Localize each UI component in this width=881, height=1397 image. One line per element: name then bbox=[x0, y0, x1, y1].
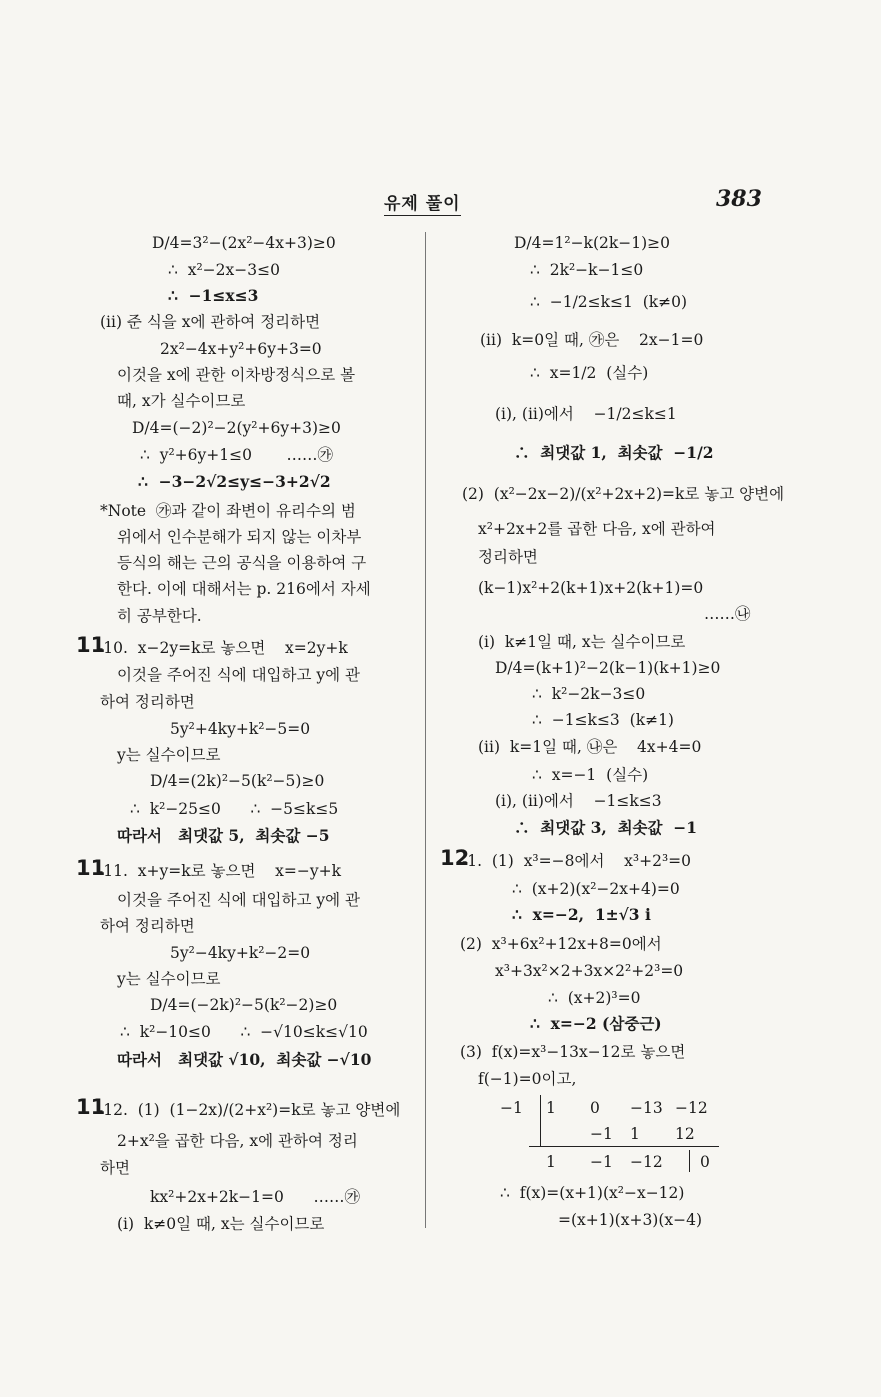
text-line: ∴ x=1/2 (실수) bbox=[530, 364, 649, 382]
text-line: ∴ 2k²−k−1≤0 bbox=[530, 261, 644, 279]
text-line: ∴ −3−2√2≤y≤−3+2√2 bbox=[138, 472, 331, 491]
text-line: (i), (ii)에서 −1≤k≤3 bbox=[495, 792, 662, 810]
text-line: D/4=3²−(2x²−4x+3)≥0 bbox=[152, 234, 336, 252]
text-line: 하여 정리하면 bbox=[100, 917, 195, 935]
result-cell: 1 bbox=[546, 1153, 556, 1171]
text-line: 하면 bbox=[100, 1159, 130, 1177]
page-number: 383 bbox=[716, 186, 762, 212]
text-line: 따라서 최댓값 5, 최솟값 −5 bbox=[117, 826, 330, 845]
text-line: (ii) k=0일 때, ㉮은 2x−1=0 bbox=[480, 331, 704, 349]
coefficient-cell: −13 bbox=[630, 1099, 663, 1117]
text-line: D/4=(k+1)²−2(k−1)(k+1)≥0 bbox=[495, 659, 721, 677]
text-line: 따라서 최댓값 √10, 최솟값 −√10 bbox=[117, 1050, 372, 1069]
remainder-box bbox=[689, 1150, 690, 1172]
text-line: *Note ㉮과 같이 좌변이 유리수의 범 bbox=[100, 502, 356, 520]
text-line: ∴ 최댓값 1, 최솟값 −1/2 bbox=[514, 443, 714, 462]
text-line: ∴ 최댓값 3, 최솟값 −1 bbox=[514, 818, 698, 837]
text-line: f(−1)=0이고, bbox=[478, 1070, 577, 1088]
text-line: (i) k≠0일 때, x는 실수이므로 bbox=[117, 1215, 325, 1233]
text-line: 5y²−4ky+k²−2=0 bbox=[170, 944, 311, 962]
text-line: ∴ k²−2k−3≤0 bbox=[532, 685, 646, 703]
text-line: (2) (x²−2x−2)/(x²+2x+2)=k로 놓고 양변에 bbox=[462, 485, 785, 503]
text-line: 2x²−4x+y²+6y+3=0 bbox=[160, 340, 322, 358]
text-line: -12. (1) (1−2x)/(2+x²)=k로 놓고 양변에 bbox=[98, 1101, 401, 1119]
text-line: 정리하면 bbox=[478, 548, 538, 566]
result-cell: 0 bbox=[700, 1153, 710, 1171]
section-title: 유제 풀이 bbox=[384, 189, 461, 216]
result-cell: −12 bbox=[630, 1153, 663, 1171]
text-line: ∴ f(x)=(x+1)(x²−x−12) bbox=[500, 1184, 685, 1202]
text-line: (i), (ii)에서 −1/2≤k≤1 bbox=[495, 405, 677, 423]
text-line: x²+2x+2를 곱한 다음, x에 관하여 bbox=[478, 520, 716, 538]
text-line: -11. x+y=k로 놓으면 x=−y+k bbox=[98, 862, 341, 880]
text-line: (3) f(x)=x³−13x−12로 놓으면 bbox=[460, 1043, 686, 1061]
division-rule bbox=[529, 1146, 719, 1147]
text-line: y는 실수이므로 bbox=[117, 970, 221, 988]
text-line: ∴ −1/2≤k≤1 (k≠0) bbox=[530, 293, 688, 311]
problem-number: 11 bbox=[76, 1095, 106, 1119]
text-line: 이것을 주어진 식에 대입하고 y에 관 bbox=[117, 666, 361, 684]
text-line: 2+x²을 곱한 다음, x에 관하여 정리 bbox=[117, 1132, 358, 1150]
product-cell: 12 bbox=[675, 1125, 695, 1143]
text-line: 하여 정리하면 bbox=[100, 693, 195, 711]
text-line: ∴ (x+2)(x²−2x+4)=0 bbox=[512, 880, 680, 898]
text-line: D/4=(−2k)²−5(k²−2)≥0 bbox=[150, 996, 338, 1014]
text-line: y는 실수이므로 bbox=[117, 746, 221, 764]
problem-number: 11 bbox=[76, 856, 106, 880]
text-line: D/4=(2k)²−5(k²−5)≥0 bbox=[150, 772, 325, 790]
text-line: (ii) 준 식을 x에 관하여 정리하면 bbox=[100, 313, 321, 331]
coefficient-cell: 1 bbox=[546, 1099, 556, 1117]
coefficient-cell: 0 bbox=[590, 1099, 600, 1117]
text-line: (2) x³+6x²+12x+8=0에서 bbox=[460, 935, 662, 953]
text-line: ∴ −1≤k≤3 (k≠1) bbox=[532, 711, 674, 729]
text-line: ∴ −1≤x≤3 bbox=[168, 286, 259, 305]
division-bar bbox=[540, 1095, 541, 1147]
text-line: ∴ x=−2 (삼중근) bbox=[530, 1014, 662, 1033]
text-line: 등식의 해는 근의 공식을 이용하여 구 bbox=[117, 554, 367, 572]
product-cell: 1 bbox=[630, 1125, 640, 1143]
text-line: kx²+2x+2k−1=0 ……㉮ bbox=[150, 1188, 360, 1206]
text-line: ∴ x=−1 (실수) bbox=[532, 766, 649, 784]
text-line: (i) k≠1일 때, x는 실수이므로 bbox=[478, 633, 686, 651]
text-line: 이것을 x에 관한 이차방정식으로 볼 bbox=[117, 366, 356, 384]
text-line: -1. (1) x³=−8에서 x³+2³=0 bbox=[462, 852, 692, 870]
text-line: 히 공부한다. bbox=[117, 607, 202, 625]
text-line: 위에서 인수분해가 되지 않는 이차부 bbox=[117, 528, 362, 546]
text-line: 이것을 주어진 식에 대입하고 y에 관 bbox=[117, 891, 361, 909]
text-line: (k−1)x²+2(k+1)x+2(k+1)=0 bbox=[478, 579, 704, 597]
text-line: x³+3x²×2+3x×2²+2³=0 bbox=[495, 962, 684, 980]
text-line: (ii) k=1일 때, ㉯은 4x+4=0 bbox=[478, 738, 702, 756]
text-line: ∴ (x+2)³=0 bbox=[548, 989, 641, 1007]
product-cell: −1 bbox=[590, 1125, 613, 1143]
text-line: -10. x−2y=k로 놓으면 x=2y+k bbox=[98, 639, 348, 657]
problem-number: 12 bbox=[440, 846, 470, 870]
text-line: =(x+1)(x+3)(x−4) bbox=[558, 1211, 703, 1229]
text-line: ……㉯ bbox=[704, 605, 751, 623]
problem-number: 11 bbox=[76, 633, 106, 657]
coefficient-cell: −12 bbox=[675, 1099, 708, 1117]
result-cell: −1 bbox=[590, 1153, 613, 1171]
text-line: D/4=(−2)²−2(y²+6y+3)≥0 bbox=[132, 419, 341, 437]
text-line: ∴ k²−25≤0 ∴ −5≤k≤5 bbox=[130, 800, 339, 818]
text-line: 한다. 이에 대해서는 p. 216에서 자세 bbox=[117, 580, 371, 598]
text-line: ∴ k²−10≤0 ∴ −√10≤k≤√10 bbox=[120, 1023, 368, 1041]
text-line: 때, x가 실수이므로 bbox=[117, 392, 246, 410]
divisor: −1 bbox=[500, 1099, 523, 1117]
text-line: 5y²+4ky+k²−5=0 bbox=[170, 720, 311, 738]
text-line: ∴ y²+6y+1≤0 ……㉮ bbox=[140, 446, 333, 464]
text-line: ∴ x²−2x−3≤0 bbox=[168, 261, 280, 279]
text-line: D/4=1²−k(2k−1)≥0 bbox=[514, 234, 670, 252]
text-line: ∴ x=−2, 1±√3 i bbox=[512, 905, 651, 924]
